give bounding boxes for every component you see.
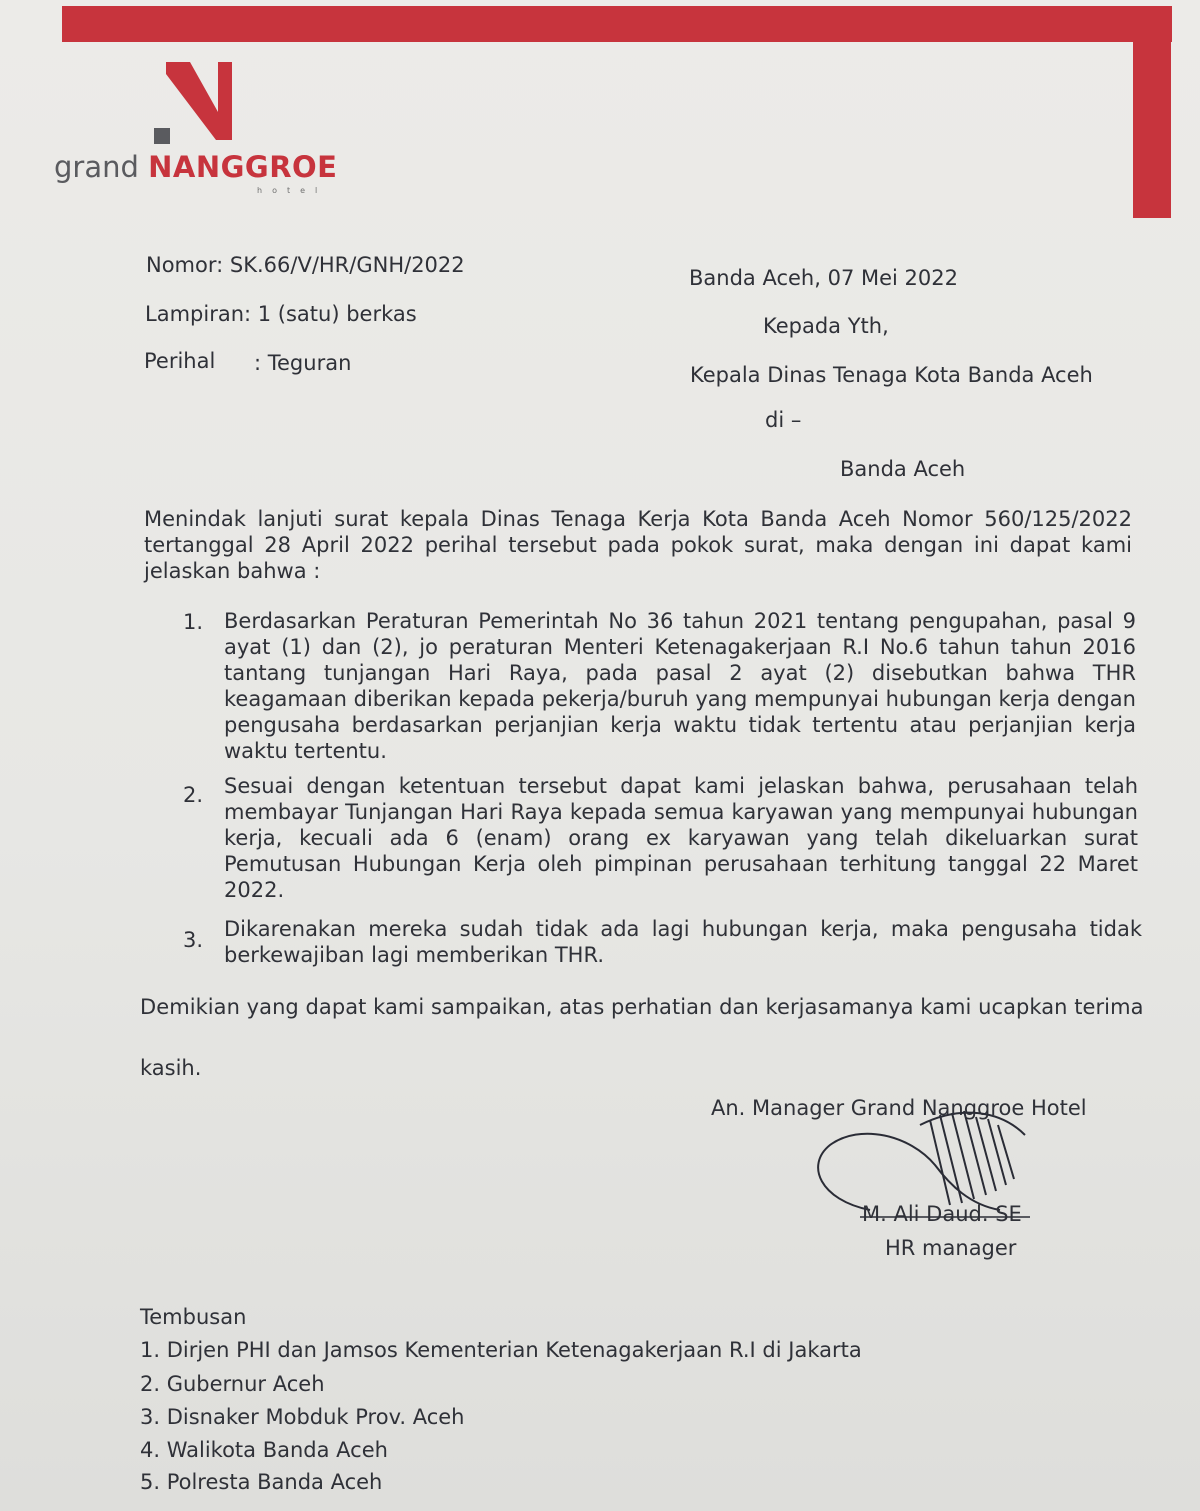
cc-item: 3. Disnaker Mobduk Prov. Aceh — [140, 1405, 465, 1429]
hotel-brand-name: grand NANGGROE — [54, 150, 338, 184]
point-number: 3. — [183, 928, 204, 952]
recipient-name: Kepala Dinas Tenaga Kota Banda Aceh — [690, 363, 1093, 387]
letterhead-right-bar — [1133, 6, 1171, 218]
letterhead-top-bar — [62, 6, 1172, 42]
subject-label: Perihal — [144, 349, 216, 373]
cc-heading: Tembusan — [140, 1305, 247, 1329]
attachment-line: Lampiran: 1 (satu) berkas — [145, 302, 417, 326]
hotel-brand-sub: hotel — [257, 186, 328, 195]
cc-item: 5. Polresta Banda Aceh — [140, 1470, 383, 1494]
subject-value: : Teguran — [254, 351, 352, 375]
cc-item: 4. Walikota Banda Aceh — [140, 1438, 388, 1462]
point-text: Sesuai dengan ketentuan tersebut dapat kami jelaskan bahwa, perusahaan telah membayar Tunjangan Hari Raya kepada semua karyawan yang mempunyai hubungan kerja, kecuali ada 6 (enam) orang ex karyawan yang telah dikeluarkan surat Pemutusan Hubungan Kerja oleh pimpinan perusahaan terhitung tanggal 22 Maret 2022. — [224, 774, 1138, 902]
point-text: Berdasarkan Peraturan Pemerintah No 36 tahun 2021 tentang pengupahan, pasal 9 ayat (1) dan (2), jo peraturan Menteri Ketenagakerjaan R.I No.6 tahun tahun 2016 tantang tunjangan Hari Raya, pada pasal 2 ayat (2) disebutkan bahwa THR keagamaan diberikan kepada pekerja/buruh yang mempunyai hubungan kerja dengan pengusaha berdasarkan perjanjian kerja waktu tidak tertentu atau perjanjian kerja waktu tertentu. — [224, 609, 1136, 763]
closing-line-end: kasih. — [140, 1056, 202, 1080]
point-number: 1. — [183, 610, 204, 634]
signatory-name: M. Ali Daud. SE — [862, 1202, 1022, 1226]
point-number: 2. — [183, 783, 204, 807]
cc-item: 1. Dirjen PHI dan Jamsos Kementerian Ketenagakerjaan R.I di Jakarta — [140, 1338, 862, 1362]
recipient-city: Banda Aceh — [840, 457, 966, 481]
letter-number: Nomor: SK.66/V/HR/GNH/2022 — [146, 253, 465, 277]
signatory-on-behalf: An. Manager Grand Nanggroe Hotel — [711, 1096, 1087, 1120]
recipient-di: di – — [765, 408, 802, 432]
point-text: Dikarenakan mereka sudah tidak ada lagi hubungan kerja, maka pengusaha tidak berkewajiban lagi memberikan THR. — [224, 917, 1142, 967]
cc-item: 2. Gubernur Aceh — [140, 1372, 325, 1396]
intro-paragraph: Menindak lanjuti surat kepala Dinas Tenaga Kerja Kota Banda Aceh Nomor 560/125/2022 tertanggal 28 April 2022 perihal tersebut pada pokok surat, maka dengan ini dapat kami jelaskan bahwa : — [144, 507, 1132, 583]
signatory-title: HR manager — [885, 1236, 1017, 1260]
addressee-greeting: Kepada Yth, — [763, 314, 889, 338]
closing-line: Demikian yang dapat kami sampaikan, atas perhatian dan kerjasamanya kami ucapkan terima — [140, 995, 1144, 1019]
place-date: Banda Aceh, 07 Mei 2022 — [689, 266, 958, 290]
hotel-logo-mark — [50, 60, 380, 210]
